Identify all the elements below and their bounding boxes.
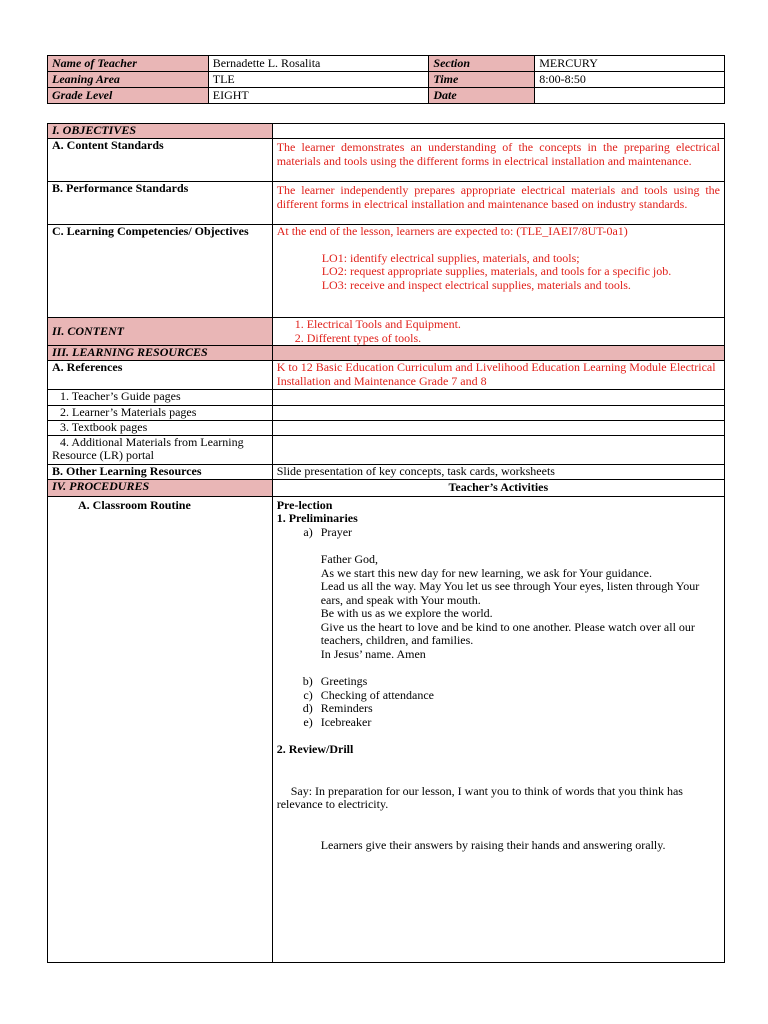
procedures-heading-row xyxy=(48,479,725,496)
competencies-row xyxy=(48,225,725,318)
prayer-line: Be with us as we explore the world. xyxy=(320,606,493,620)
resource-subrow xyxy=(48,421,725,436)
learning-objective: LO3: receive and inspect electrical supplies, materials and tools. xyxy=(321,277,631,292)
header-row xyxy=(48,72,725,88)
column-title: Teacher’s Activities xyxy=(272,479,724,496)
list-item xyxy=(277,675,720,689)
row-label: 3. Textbook pages xyxy=(48,421,273,436)
lesson-plan-table xyxy=(47,123,725,963)
list-item xyxy=(277,526,720,540)
prayer-text xyxy=(277,553,720,661)
list-item-text: Checking of attendance xyxy=(320,687,434,702)
review-heading: 2. Review/Drill xyxy=(276,742,354,756)
list-item xyxy=(277,689,720,703)
header-value: 8:00-8:50 xyxy=(535,72,725,88)
performance-standards-text: The learner independently prepares appropriate electrical materials and tools using the different forms in electrical installation and maintenance based on industry standards. xyxy=(272,182,724,225)
row-label: A. Classroom Routine xyxy=(48,496,273,962)
competencies-cell xyxy=(272,225,724,318)
list-item-text: Reminders xyxy=(320,701,373,715)
references-text: K to 12 Basic Education Curriculum and Livelihood Education Learning Module Electrical Installation and Maintenance Grade 7 and 8 xyxy=(272,361,724,390)
classroom-routine-row xyxy=(48,496,725,962)
row-label xyxy=(48,435,273,464)
list-item-text: Prayer xyxy=(320,524,353,539)
activities-cell xyxy=(272,496,724,962)
list-item xyxy=(277,702,720,716)
list-marker: d) xyxy=(302,701,313,715)
learning-objective: LO1: identify electrical supplies, materials, and tools; xyxy=(321,250,580,265)
row-label: 1. Teacher’s Guide pages xyxy=(48,390,273,406)
preliminaries-heading: 1. Preliminaries xyxy=(276,511,358,525)
header-value: Bernadette L. Rosalita xyxy=(208,56,429,72)
header-row xyxy=(48,56,725,72)
prayer-line: As we start this new day for new learning, we ask for Your guidance. xyxy=(320,565,652,580)
header-label: Date xyxy=(429,88,535,104)
references-row xyxy=(48,361,725,390)
header-row xyxy=(48,88,725,104)
header-value xyxy=(535,88,725,104)
other-resources-text: Slide presentation of key concepts, task cards, worksheets xyxy=(272,464,724,479)
header-value: TLE xyxy=(208,72,429,88)
resource-subrow xyxy=(48,406,725,421)
prayer-line: In Jesus’ name. Amen xyxy=(320,646,426,661)
header-table xyxy=(47,55,725,104)
list-marker: b) xyxy=(302,674,313,688)
list-marker: e) xyxy=(303,714,313,729)
pre-lection-heading: Pre-lection xyxy=(276,497,333,512)
other-resources-row xyxy=(48,464,725,479)
performance-standards-row xyxy=(48,182,725,225)
content-standards-row xyxy=(48,139,725,182)
header-label: Leaning Area xyxy=(48,72,209,88)
header-label: Time xyxy=(429,72,535,88)
row-label: B. Performance Standards xyxy=(48,182,273,225)
header-label: Grade Level xyxy=(48,88,209,104)
header-label: Section xyxy=(429,56,535,72)
resources-heading-row xyxy=(48,346,725,361)
prayer-line: Give us the heart to love and be kind to one another. Please watch over all our teachers, children, and families. xyxy=(320,619,695,647)
prayer-line: Lead us all the way. May You let us see through Your eyes, listen through Your ears, and speak with Your mouth. xyxy=(320,579,700,607)
section-heading: II. CONTENT xyxy=(48,318,273,346)
content-row xyxy=(48,318,725,346)
additional-materials-label: 4. Additional Materials from Learning Resource (LR) portal xyxy=(52,434,244,462)
section-heading: III. LEARNING RESOURCES xyxy=(48,346,273,361)
list-marker: a) xyxy=(303,524,313,539)
competencies-intro: At the end of the lesson, learners are expected to: (TLE_IAEI7/8UT-0a1) xyxy=(276,224,628,238)
objectives-heading-row xyxy=(48,124,725,139)
header-value: EIGHT xyxy=(208,88,429,104)
content-items xyxy=(272,318,724,346)
row-label: A. Content Standards xyxy=(48,139,273,182)
resource-subrow xyxy=(48,435,725,464)
content-standards-text: The learner demonstrates an understanding of the concepts in the preparing electrical materials and tools using the different forms in electrical installation and maintenance. xyxy=(272,139,724,182)
section-heading: I. OBJECTIVES xyxy=(48,124,273,139)
learners-text: Learners give their answers by raising their hands and answering orally. xyxy=(320,837,666,852)
header-label: Name of Teacher xyxy=(48,56,209,72)
list-item-text: Greetings xyxy=(320,674,368,688)
list-item xyxy=(277,716,720,730)
prayer-line: Father God, xyxy=(320,552,379,566)
resource-subrow xyxy=(48,390,725,406)
section-heading: IV. PROCEDURES xyxy=(48,479,273,496)
row-label: C. Learning Competencies/ Objectives xyxy=(48,225,273,318)
say-text: Say: In preparation for our lesson, I want you to think of words that you think has relevance to electricity. xyxy=(276,783,683,811)
list-item-text: Icebreaker xyxy=(320,714,372,729)
learning-objective: LO2: request appropriate supplies, materials, and tools for a specific job. xyxy=(321,264,672,278)
content-item: 2. Different types of tools. xyxy=(294,330,422,345)
row-label: 2. Learner’s Materials pages xyxy=(48,406,273,421)
row-label: A. References xyxy=(48,361,273,390)
content-item: 1. Electrical Tools and Equipment. xyxy=(294,317,461,331)
list-marker: c) xyxy=(303,687,313,702)
header-value: MERCURY xyxy=(535,56,725,72)
row-label: B. Other Learning Resources xyxy=(48,464,273,479)
